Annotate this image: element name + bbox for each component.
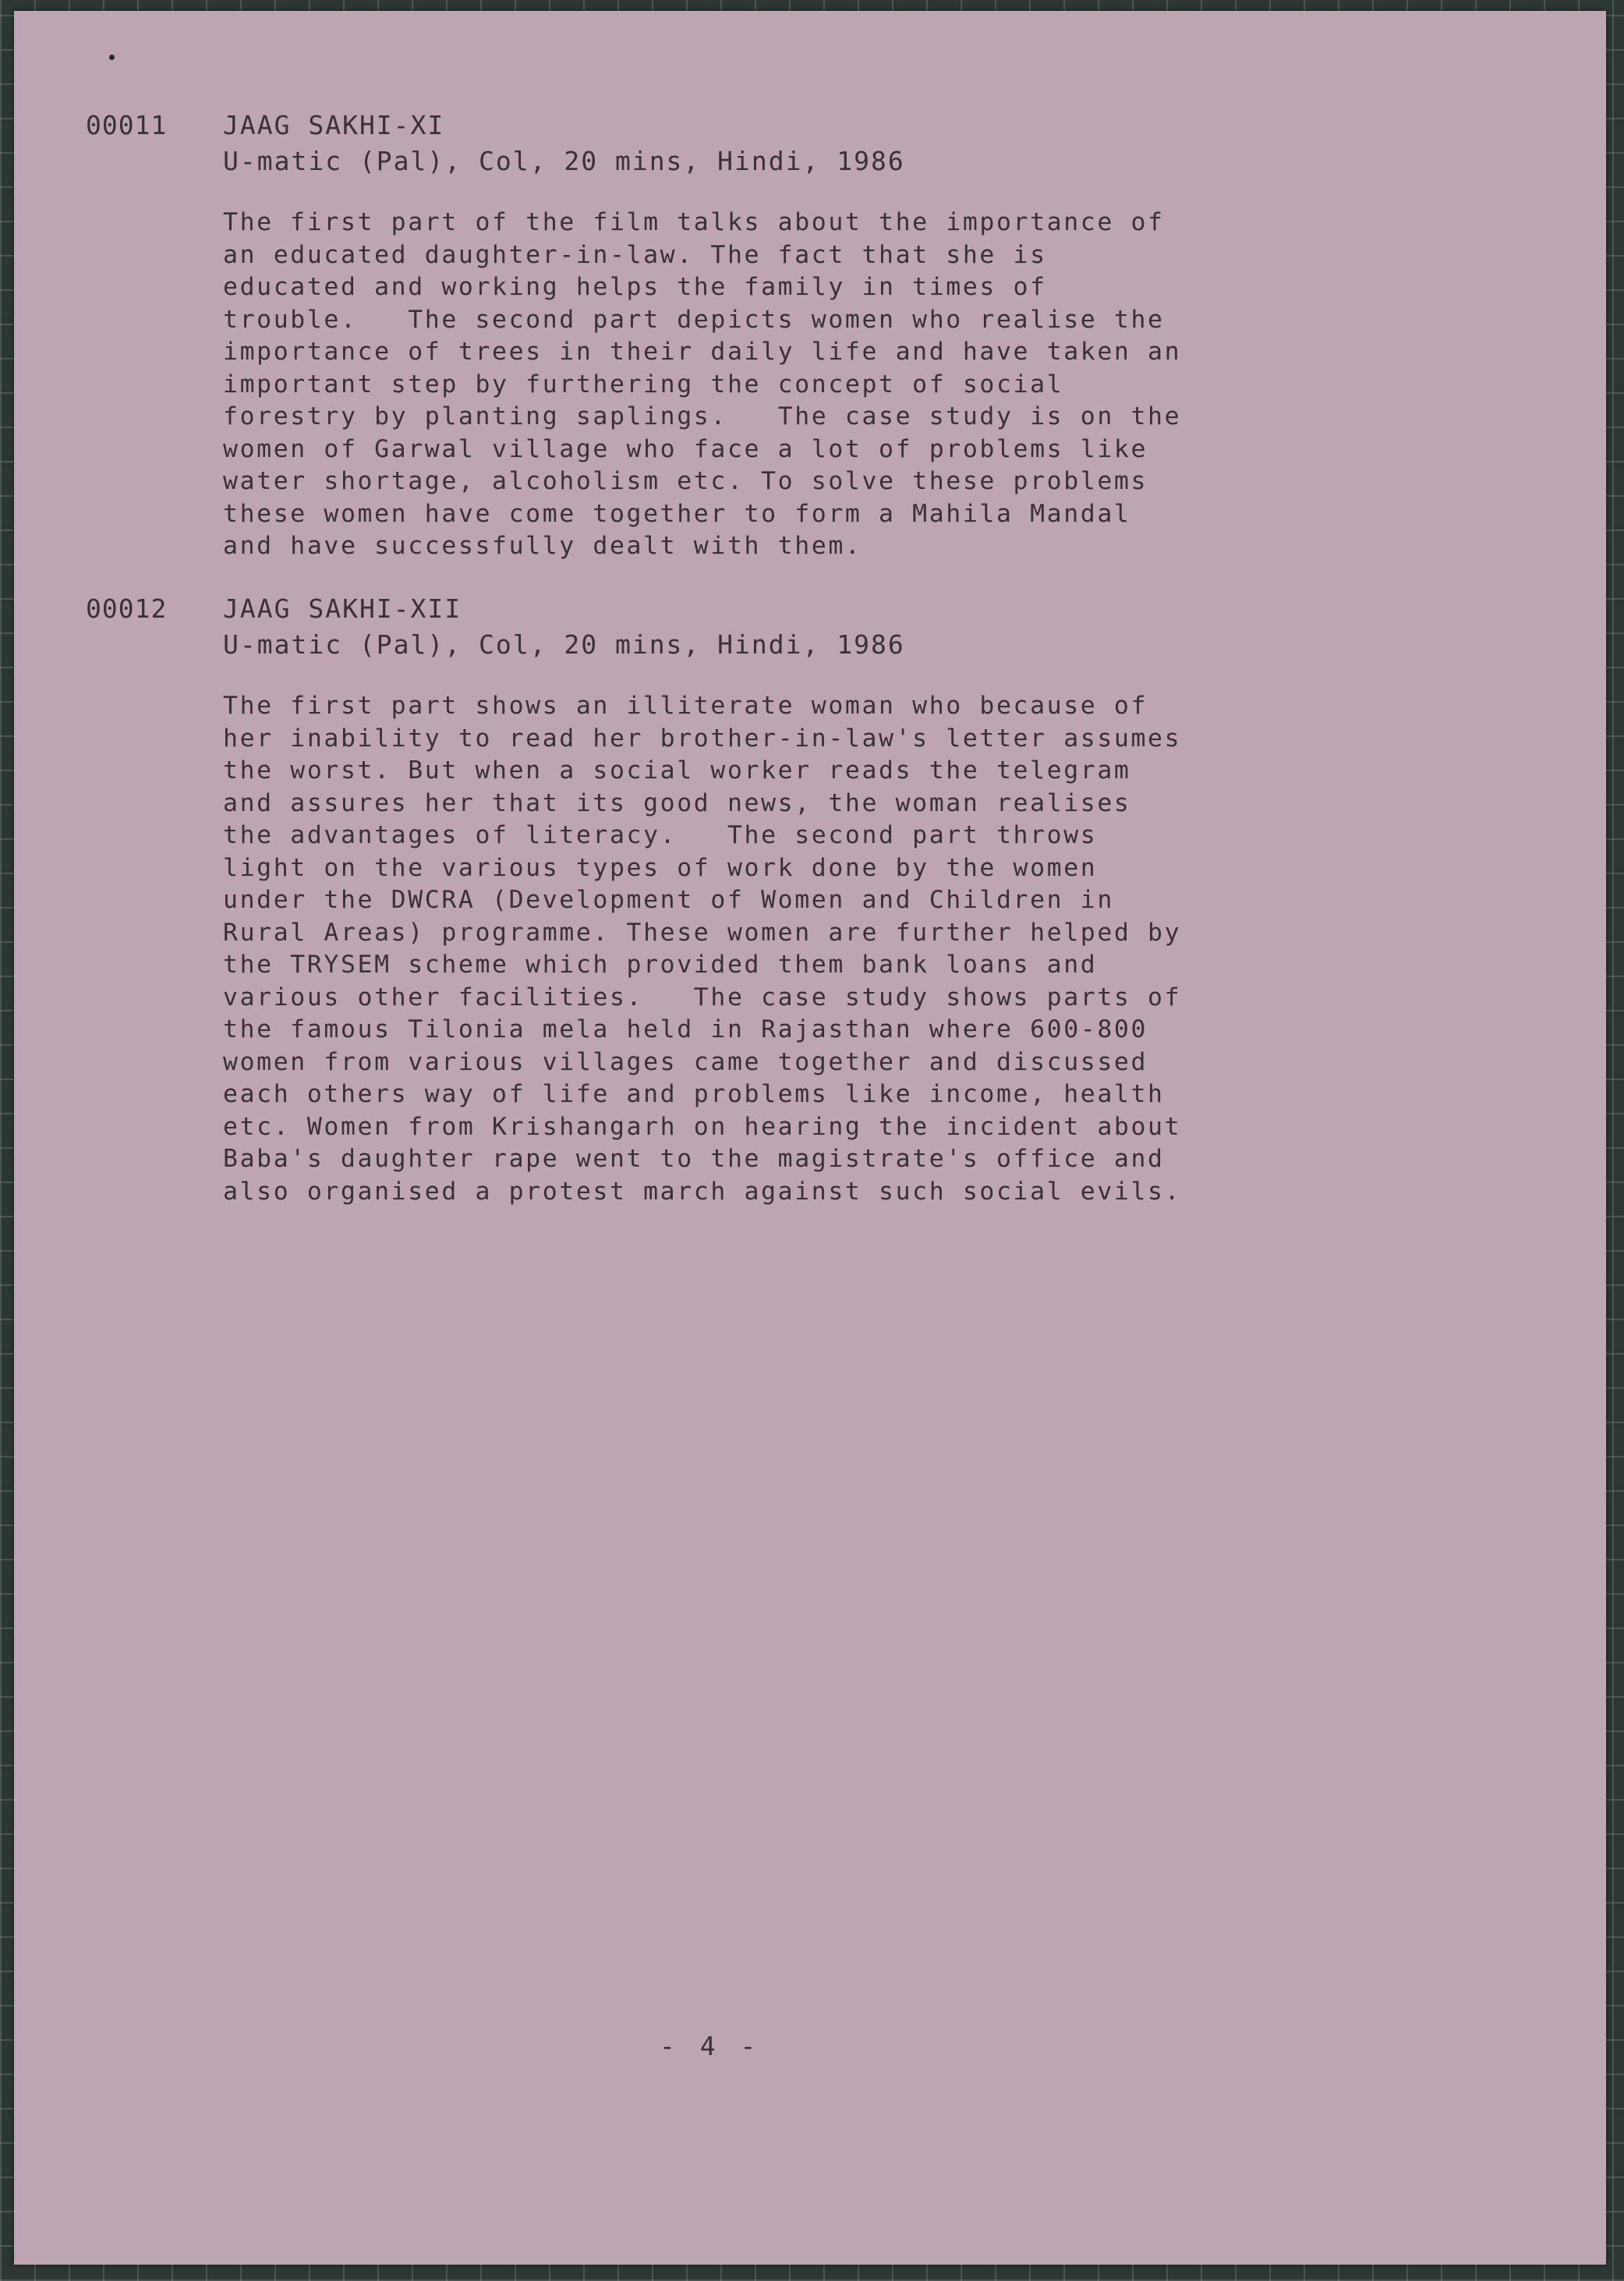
- description-line: water shortage, alcoholism etc. To solve these problems: [223, 467, 1148, 495]
- description-line: light on the various types of work done by the women: [223, 853, 1098, 882]
- description-line: the famous Tilonia mela held in Rajasthan where 600-800: [223, 1015, 1148, 1043]
- entry-meta: U-matic (Pal), Col, 20 mins, Hindi, 1986: [223, 629, 905, 660]
- entry-title: JAAG SAKHI-XII: [223, 593, 462, 624]
- description-line: the worst. But when a social worker reads the telegram: [223, 756, 1131, 785]
- description-line: The first part of the film talks about the importance of: [223, 208, 1165, 236]
- entry-title: JAAG SAKHI-XI: [223, 110, 445, 140]
- description-line: and have successfully dealt with them.: [223, 532, 862, 560]
- description-line: women from various villages came together and discussed: [223, 1047, 1148, 1076]
- description-line: importance of trees in their daily life and have taken an: [223, 338, 1182, 366]
- description-line: these women have come together to form a Mahila Mandal: [223, 499, 1131, 528]
- document-page: [14, 11, 1606, 2265]
- entry-meta: U-matic (Pal), Col, 20 mins, Hindi, 1986: [223, 146, 905, 176]
- description-line: her inability to read her brother-in-law's letter assumes: [223, 724, 1182, 753]
- description-line: each others way of life and problems like income, health: [223, 1080, 1165, 1108]
- description-line: The first part shows an illiterate woman who because of: [223, 692, 1148, 720]
- description-line: etc. Women from Krishangarh on hearing the incident about: [223, 1112, 1182, 1141]
- description-line: educated and working helps the family in times of: [223, 273, 1047, 301]
- description-line: the advantages of literacy. The second part throws: [223, 821, 1098, 849]
- description-line: and assures her that its good news, the woman realises: [223, 788, 1131, 817]
- description-line: the TRYSEM scheme which provided them bank loans and: [223, 951, 1098, 979]
- description-line: Rural Areas) programme. These women are further helped by: [223, 918, 1182, 947]
- entry-description: [223, 207, 1346, 563]
- description-line: trouble. The second part depicts women who realise the: [223, 305, 1165, 334]
- description-line: forestry by planting saplings. The case study is on the: [223, 402, 1182, 430]
- description-line: important step by furthering the concept of social: [223, 370, 1064, 398]
- description-line: also organised a protest march against such social evils.: [223, 1177, 1182, 1206]
- entry-description: [223, 690, 1346, 1208]
- description-line: various other facilities. The case study shows parts of: [223, 983, 1182, 1011]
- page-number-text: - 4 -: [660, 2031, 761, 2061]
- entry-id: 00011: [86, 110, 168, 140]
- description-line: Baba's daughter rape went to the magistrate's office and: [223, 1145, 1165, 1173]
- description-line: under the DWCRA (Development of Women and Children in: [223, 886, 1114, 914]
- entry-id: 00012: [86, 593, 168, 624]
- description-line: an educated daughter-in-law. The fact that she is: [223, 240, 1047, 269]
- description-line: women of Garwal village who face a lot of problems like: [223, 434, 1148, 463]
- speck-mark: [109, 55, 115, 60]
